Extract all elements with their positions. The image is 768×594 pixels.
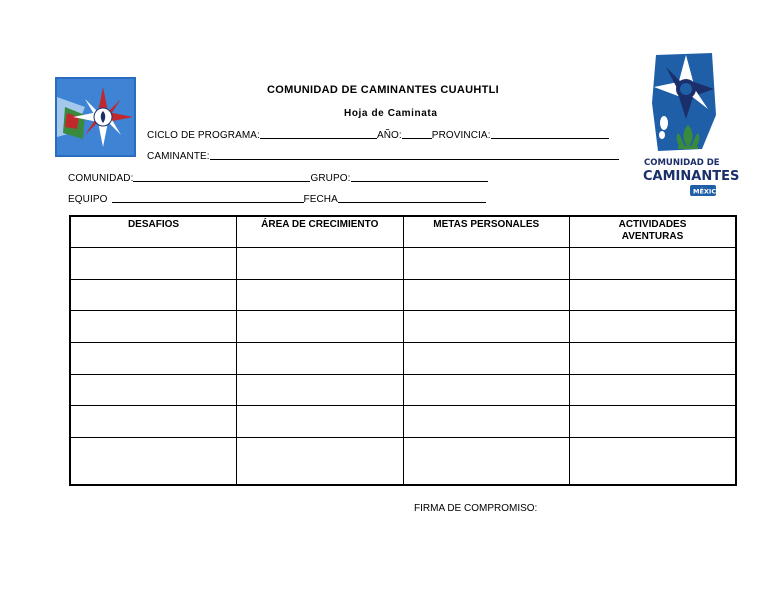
table-cell[interactable]: [70, 406, 237, 438]
grupo-label: GRUPO:: [310, 173, 351, 184]
table-cell[interactable]: [403, 374, 570, 406]
table-cell[interactable]: [70, 279, 237, 311]
table-row: [70, 279, 736, 311]
ciclo-anio-provincia-row: [147, 129, 609, 141]
logo-text-1: COMUNIDAD DE: [644, 158, 720, 168]
table-row: [70, 437, 736, 485]
table-row: [70, 248, 736, 280]
table-cell[interactable]: [403, 248, 570, 280]
document-title: COMUNIDAD DE CAMINANTES CUAUHTLI: [267, 84, 500, 96]
table-row: [70, 311, 736, 343]
scout-compass-logo-icon: [55, 77, 136, 157]
table-header-row: [70, 216, 736, 248]
table-cell[interactable]: [403, 311, 570, 343]
table-cell[interactable]: [70, 248, 237, 280]
table-cell[interactable]: [237, 437, 404, 485]
table-cell[interactable]: [570, 279, 737, 311]
provincia-label: PROVINCIA:: [431, 130, 491, 141]
document-subtitle: Hoja de Caminata: [344, 108, 438, 119]
table-cell[interactable]: [570, 311, 737, 343]
equipo-fecha-row: [68, 193, 486, 205]
table-cell[interactable]: [237, 374, 404, 406]
header-actividades-aventuras: ACTIVIDADES AVENTURAS: [570, 216, 737, 248]
table-row: [70, 374, 736, 406]
table-cell[interactable]: [70, 437, 237, 485]
table-cell[interactable]: [237, 311, 404, 343]
table-cell[interactable]: [237, 342, 404, 374]
fecha-field[interactable]: [338, 193, 486, 203]
logo-text-3: MÉXICO: [693, 187, 722, 196]
caminante-row: [147, 150, 619, 162]
comunidad-label: COMUNIDAD:: [68, 173, 134, 184]
table-cell[interactable]: [570, 342, 737, 374]
table-cell[interactable]: [70, 311, 237, 343]
provincia-field[interactable]: [491, 129, 609, 139]
equipo-label: EQUIPO: [68, 194, 108, 205]
ciclo-field[interactable]: [260, 129, 377, 139]
table-cell[interactable]: [570, 374, 737, 406]
comunidad-field[interactable]: [133, 172, 310, 182]
table-cell[interactable]: [403, 279, 570, 311]
table-cell[interactable]: [237, 279, 404, 311]
caminante-label: CAMINANTE:: [147, 151, 210, 162]
table-cell[interactable]: [70, 374, 237, 406]
table-cell[interactable]: [570, 437, 737, 485]
header-metas-personales: METAS PERSONALES: [403, 216, 570, 248]
anio-field[interactable]: [402, 129, 432, 139]
table-cell[interactable]: [403, 437, 570, 485]
equipo-field[interactable]: [112, 193, 304, 203]
table-cell[interactable]: [570, 248, 737, 280]
table-cell[interactable]: [237, 248, 404, 280]
header-area-crecimiento: ÁREA DE CRECIMIENTO: [237, 216, 404, 248]
grupo-field[interactable]: [351, 172, 488, 182]
caminante-field[interactable]: [210, 150, 619, 160]
table-cell[interactable]: [570, 406, 737, 438]
header-desafios: DESAFIOS: [70, 216, 237, 248]
table-cell[interactable]: [403, 342, 570, 374]
comunidad-grupo-row: [68, 172, 488, 184]
table-cell[interactable]: [70, 342, 237, 374]
fecha-label: FECHA: [303, 194, 338, 205]
ciclo-label: CICLO DE PROGRAMA:: [147, 130, 260, 141]
caminata-table: [69, 215, 737, 486]
logo-text-2: CAMINANTES: [643, 169, 740, 184]
table-cell[interactable]: [237, 406, 404, 438]
table-row: [70, 342, 736, 374]
table-cell[interactable]: [403, 406, 570, 438]
firma-compromiso-label: FIRMA DE COMPROMISO:: [414, 503, 538, 514]
table-row: [70, 406, 736, 438]
comunidad-caminantes-logo-icon: [642, 53, 740, 198]
anio-label: AÑO:: [376, 130, 402, 141]
